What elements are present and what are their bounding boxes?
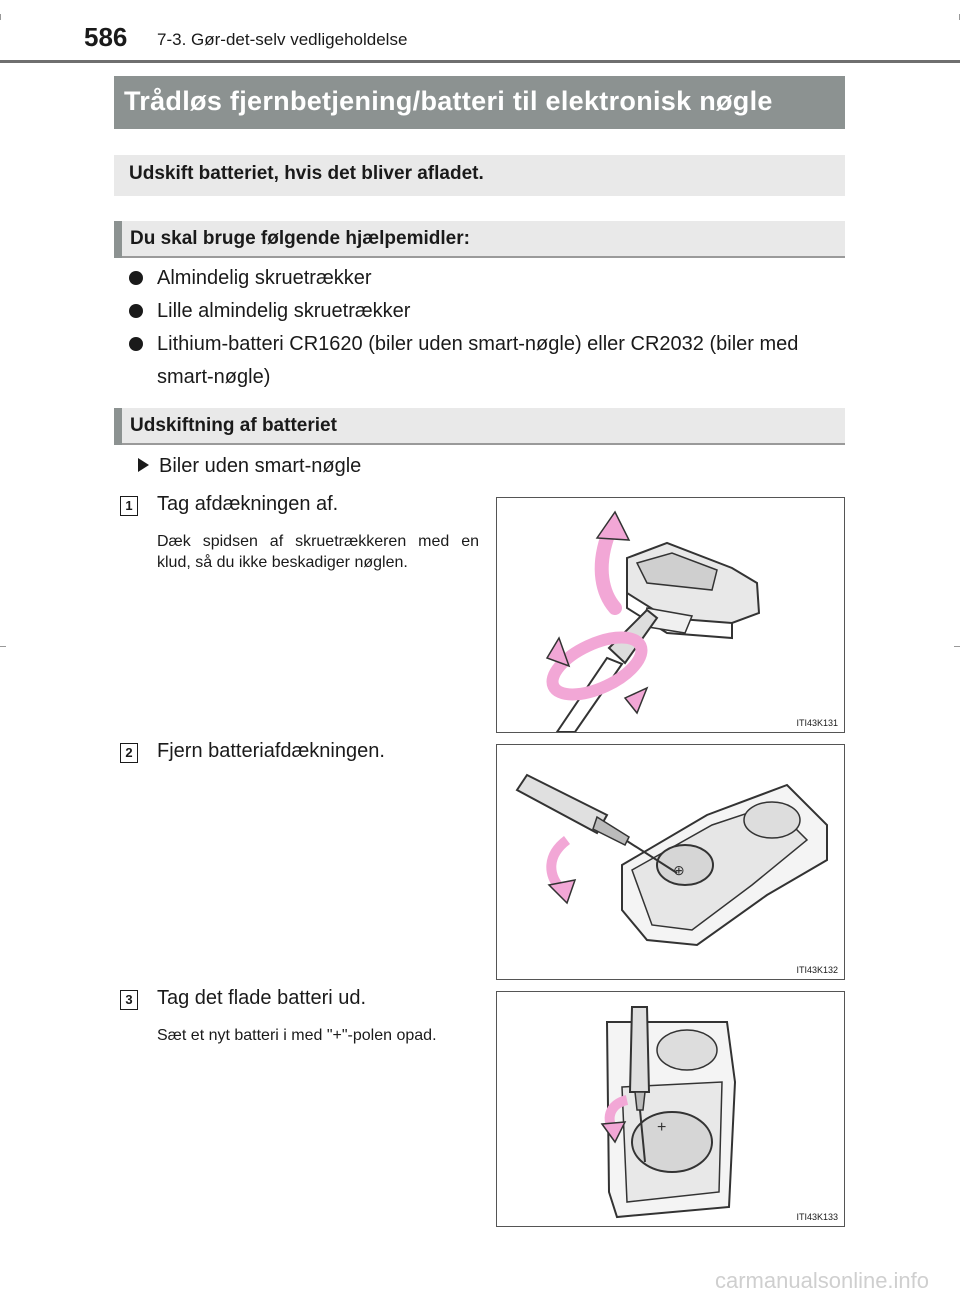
replacement-heading: Udskiftning af batteriet xyxy=(130,415,337,436)
crop-mark xyxy=(0,646,6,647)
summary-box xyxy=(114,155,845,196)
bullet-dot-icon xyxy=(129,271,143,285)
figure-code: ITI43K131 xyxy=(796,718,838,728)
bullet-item xyxy=(129,262,155,295)
figure-remove-battery xyxy=(496,991,845,1227)
tools-heading-bar xyxy=(114,221,845,258)
key-battery-cover-illustration xyxy=(497,745,844,979)
step-title: Fjern batteriafdækningen. xyxy=(157,740,385,762)
tool-item: Almindelig skruetrækker xyxy=(157,267,372,289)
step-note: Sæt et nyt batteri i med "+"-polen opad. xyxy=(157,1027,437,1044)
bullet-dot-icon xyxy=(129,337,143,351)
header-rule xyxy=(0,60,960,63)
replacement-heading-bar xyxy=(114,408,845,445)
step-title: Tag det flade batteri ud. xyxy=(157,987,367,1009)
figure-remove-battery-cover xyxy=(496,744,845,980)
bullet-item xyxy=(129,295,155,328)
key-cover-illustration xyxy=(497,498,844,732)
summary-text: Udskift batteriet, hvis det bliver afladet. xyxy=(129,163,484,184)
bullet-dot-icon xyxy=(129,304,143,318)
step-number: 3 xyxy=(120,990,138,1010)
crop-mark xyxy=(0,14,1,20)
step-note: Dæk spidsen af skruetrækkeren med en klud, så du ikke beskadiger nøglen. xyxy=(157,533,479,571)
step-title: Tag afdækningen af. xyxy=(157,493,339,515)
page-title-bar xyxy=(114,76,845,129)
tool-item: Lithium-batteri CR1620 (biler uden smart-nøgle) eller CR2032 (biler med smart-nøgle) xyxy=(157,333,799,388)
chapter-heading: 7-3. Gør-det-selv vedligeholdelse xyxy=(157,30,408,49)
figure-code: ITI43K133 xyxy=(796,1212,838,1222)
page-number: 586 xyxy=(84,22,128,52)
heading-accent xyxy=(114,221,122,258)
tool-item: Lille almindelig skruetrækker xyxy=(157,300,411,322)
battery-removal-illustration xyxy=(497,992,844,1226)
svg-text:⊕: ⊕ xyxy=(673,862,685,878)
crop-mark xyxy=(954,646,960,647)
figure-remove-cover xyxy=(496,497,845,733)
step-number: 2 xyxy=(120,743,138,763)
heading-accent xyxy=(114,408,122,445)
step-number: 1 xyxy=(120,496,138,516)
footer-watermark: carmanualsonline.info xyxy=(715,1268,930,1293)
bullet-item xyxy=(129,328,155,361)
vehicle-subheading: Biler uden smart-nøgle xyxy=(138,455,361,478)
page-title: Trådløs fjernbetjening/batteri til elektronisk nøgle xyxy=(124,86,773,116)
tools-heading: Du skal bruge følgende hjælpemidler: xyxy=(130,228,470,249)
svg-text:+: + xyxy=(657,1119,667,1136)
figure-code: ITI43K132 xyxy=(796,965,838,975)
triangle-right-icon xyxy=(138,458,149,472)
